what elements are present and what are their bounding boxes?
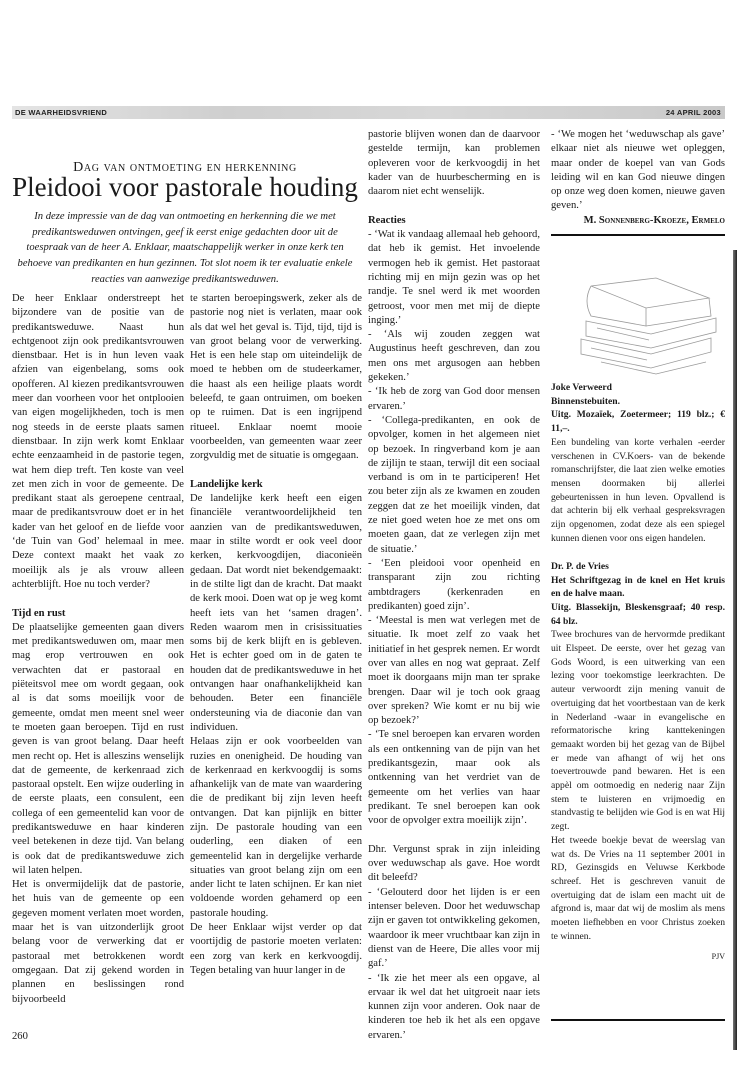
- page-number: 260: [12, 1031, 28, 1042]
- reaction: - ‘Ik heb de zorg van God door mensen ervaren.’: [368, 386, 540, 412]
- column-1: [12, 292, 184, 1007]
- reaction: - ‘Collega-predikanten, en ook de opvolger, komen in het algemeen niet op bezoek. In ringverband kom je aan de zijlijn te staan, terwijl dit een sociaal verband is om in te participeren! Het zou beter zijn als ze kwamen en zouden zeggen dat ze het moeilijk vinden, dat ze niet goed weten hoe ze met ons om moeten gaan, dat ze verlegen zijn met de situatie.’: [368, 414, 540, 555]
- paragraph: pastorie blijven wonen dan de daarvoor gestelde termijn, kan problemen opleveren voor de kerkvoogdij in het kader van de huurbescherming en is daarom niet echt wenselijk.: [368, 129, 540, 198]
- book-title: Binnenstebuiten.: [551, 395, 621, 407]
- reaction: - ‘Te snel beroepen kan ervaren worden als een ontkenning van de pijn van het predikantsgezin, maar ook als ontkenning van het verdriet van de gemeente om het verlies van haar predikant. Te snel beroepen kan ook voor de opvolger extra moeilijk zijn’.: [368, 729, 540, 827]
- paragraph: Het is onvermijdelijk dat de pastorie, het huis van de gemeente op een gegeven moment verlaten moet worden, maar het is van uitzonderlijk groot belang voor de verwerking dat er pastoraal met betrokkenen wordt omgegaan. Dat zij gekend worden in plannen en beslissingen rond bijvoorbeeld: [12, 879, 184, 1005]
- running-header: [12, 106, 725, 119]
- reaction: - ‘Meestal is men wat verlegen met de situatie. Ik moet zelf zo vaak het initiatief in het gesprek nemen. Er wordt over van alles en nog wat gepraat. Zelf moet ik doorgaans mijn man ter sprake brengen. Daar wil je toch ook graag over spreken? Wie komt er nu bij wie op bezoek?’: [368, 615, 540, 727]
- book-author: Joke Verweerd: [551, 382, 613, 394]
- subheading-tijd-en-rust: Tijd en rust: [12, 607, 66, 619]
- paragraph: De plaatselijke gemeenten gaan divers met predikantsweduwen om, maar men mag erop vertrouwen en ook verwachten dat er pastoraal en piëteitsvol mee om wordt gegaan, ook al is dat soms moeilijk voor de gemeente, omdat men meent snel weer te moeten gaan beroepen. Tijd en rust geven is van groot belang. Daar heeft men recht op. Het is alleszins wenselijk dat de gemeente, de kerkenraad zich pastoraal opstelt. Een wijze ouderling in de eerste plaats, een consulent, een collega of een gemeentelid kan voor de predikantsweduwe en haar kinderen veel betekenen in deze tijd. Van belang is ook dat de predikantsweduwe zich wil laten helpen.: [12, 621, 184, 876]
- book-review: [551, 560, 725, 944]
- reviewer-initials: PJV: [711, 951, 725, 961]
- article-intro: In deze impressie van de dag van ontmoeting en herkenning die we met predikantsweduwen ontvingen, geef ik eerst enige gedachten door uit de toespraak van de heer A. Enklaar, maatschappelijk werker in onze kerk ten behoeve van predikanten en hun gezinnen. Tot slot noem ik ter evaluatie enkele reacties van aanwezige predikantsweduwen.: [17, 211, 353, 285]
- paragraph: De heer Enklaar onderstreept het bijzondere van de positie van de predikantsweduwe. Naast hun echtgenoot zijn ook predikantsvrouwen dienstbaar. Het is in hun leven vaak afzien van eigenbelang, soms ook opofferen. Al kiezen predikantsvrouwen meer dan voorheen voor het ontplooien van eigen mogelijkheden, toch is men nog steeds in de eerste plaats samen dienstbaar. In zijn werk komt Enklaar echte eenzaamheid in de pastorie tegen, wat hem diep treft. Ten koste van veel zet men zich in voor de gemeente. De predikant staat als geroepene centraal, maar de predikantsvrouw doet er in het kader van het geloof en de liefde voor ‘de Tuin van God’ helemaal in mee. Deze context maakt het vaak zo moeilijk als je als vrouw alleen achterblijft. Hoe nu toch verder?: [12, 293, 184, 590]
- reaction: - ‘Gelouterd door het lijden is er een intenser beleven. Door het weduwschap zijn er gaven tot ontwikkeling gekomen, waardoor ik meer vruchtbaar kan zijn in dienst van de Heere, Die alles voor mij gaf.’: [368, 886, 540, 970]
- issue-date: 24 APRIL 2003: [665, 108, 721, 117]
- book-author: Dr. P. de Vries: [551, 560, 609, 572]
- paragraph: Dhr. Vergunst sprak in zijn inleiding over weduwschap als gave. Hoe wordt dit beleefd?: [368, 843, 540, 884]
- reaction: - ‘Ik zie het meer als een opgave, al ervaar ik wel dat het uitgroeit naar iets kunnen zijn voor anderen. Ook naar de kinderen toe heb ik het als een opgave ervaren.’: [368, 972, 540, 1041]
- reaction: - ‘Als wij zouden zeggen wat Augustinus heeft geschreven, dan zou men ons met argusogen aan hebben gekeken.’: [368, 329, 540, 384]
- books-illustration: [561, 276, 721, 381]
- article-title: Pleidooi voor pastorale houding: [12, 172, 358, 202]
- publication-name: DE WAARHEIDSVRIEND: [15, 108, 108, 117]
- subheading-reacties: Reacties: [368, 214, 406, 226]
- subheading-landelijke-kerk: Landelijke kerk: [190, 478, 263, 490]
- column-4: [551, 128, 725, 964]
- divider: [551, 234, 725, 236]
- end-rule: [551, 1019, 725, 1021]
- paragraph: te starten beroepingswerk, zeker als de pastorie nog niet is verlaten, maar ook als dat wel het geval is. Tijd, tijd, tijd is van groot belang voor de verwerking. Het is een hele stap om uiteindelijk de moed te hebben om de studeerkamer, die haast als een heilige plaats wordt beleefd, te gaan ontruimen, om boeken op te ruimen. Dat is een ingrijpend ritueel. Enklaar noemt mooie voorbeelden, van gemeenten waar zeer zorgvuldig met de situatie is omgegaan.: [190, 293, 362, 462]
- column-2: [190, 292, 362, 978]
- reaction: - ‘We mogen het ‘weduwschap als gave’ elkaar niet als nieuwe wet opleggen, maar onder de koepel van van Gods leiding wil en kan God nieuwe dingen op onze weg doen komen, nieuwe gaven geven.’: [551, 129, 725, 212]
- paragraph: De landelijke kerk heeft een eigen financiële verantwoordelijkheid ten aanzien van de predikantsweduwen, maar in stilte wordt er ook veel door kerken, kerkvoogdijen, diaconieën gedaan. Dat wordt niet bekendgemaakt: in de stilte ligt dan de kracht. Dat maakt de kerk mooi. Doen wat op je weg komt heeft iets van het ‘samen dragen’. Reden waarom men in crisissituaties soms bij de kerk blijft en is gebleven. Het is echter goed om in de gaten te houden dat de predikantsweduwe in het ontvangen haar onafhankelijkheid kan behouden. Beter een financiële ondersteuning via de diaconie dan van individuen.: [190, 493, 362, 733]
- paragraph: Helaas zijn er ook voorbeelden van ruzies en onenigheid. De houding van de kerkenraad en kerkvoogdij is soms afhankelijk van de mate van waardering die de predikant bij zijn leven heeft ontvangen. Dat kan pijnlijk en bitter zijn. De pastorale houding van een ouderling, een diaken of een gemeentelid kan in dergelijke verharde situaties van groot belang zijn om een ander licht te laten schijnen. Er kan niet voldoende worden gehamerd op een pastorale houding.: [190, 736, 362, 919]
- scan-edge: [733, 250, 737, 1050]
- book-publisher: Uitg. Blassekijn, Bleskensgraaf; 40 resp. 64 blz.: [551, 601, 725, 627]
- article-kicker: Dag van ontmoeting en herkenning: [73, 160, 297, 175]
- reaction: - ‘Een pleidooi voor openheid en transparant zijn zou richting ambtdragers (kerkenraden en predikanten) goed zijn’.: [368, 557, 540, 612]
- paragraph: De heer Enklaar wijst verder op dat voortijdig de pastorie moeten verlaten: een zorg van kerk en kerkvoogdij. Tegen betaling van huur langer in de: [190, 922, 362, 976]
- column-3: [368, 128, 540, 1043]
- book-review-text: Twee brochures van de hervormde predikant uit Elspeet. De eerste, over het gezag van Gods Woord, is een uitwerking van een lezing voor toekomstige leerkrachten. De auteur verwoordt zijn mening vanuit de overtuiging dat het voortbestaan van de kerk in Nederland -waar in evangelische en reformatorische kring kanttekeningen gemaakt worden bij het gezag van de Bijbel er mede van afhangt of wij het ons toevertrouwde pand bewaren. Het is een appèl om ootmoedig en nederig naar Zijn stem te luisteren en vrijmoedig en standvastig te belijden wie God is en wat Hij zegt.: [551, 629, 725, 833]
- reaction: - ‘Wat ik vandaag allemaal heb gehoord, dat heb ik gemist. Het invoelende vermogen heb ik gemist. Het pastoraat richting mij en mijn gezin was op het randje. Te snel werd ik met woorden getroost, voor men met mij de diepte inging.’: [368, 229, 540, 326]
- book-review-text: Een bundeling van korte verhalen -eerder verschenen in CV.Koers- van de bekende romanschrijfster, die laat zien welke emoties mensen doormaken bij allerlei gebeurtenissen in hun leven. Opvallend is dat achterin bij elk verhaal gespreksvragen zijn opgenomen, zodat deze als een spiegel kunnen dienen voor ons eigen handelen.: [551, 436, 725, 544]
- book-review: [551, 381, 725, 545]
- book-title: Het Schriftgezag in de knel en Het kruis en de halve maan.: [551, 574, 725, 600]
- author-signature: M. Sonnenberg-Kroeze, Ermelo: [583, 214, 725, 226]
- book-publisher: Uitg. Mozaïek, Zoetermeer; 119 blz.; € 11,–.: [551, 409, 725, 435]
- book-review-text: Het tweede boekje bevat de weerslag van wat ds. De Vries na 11 september 2001 in RD, Gezinsgids en Veluwse Kerkbode schreef. Het is geschreven vanuit de overtuiging dat de islam een macht uit de afgrond is, maar dat wij de moslim als mens moeten liefhebben en voor Christus zoeken te winnen.: [551, 834, 725, 942]
